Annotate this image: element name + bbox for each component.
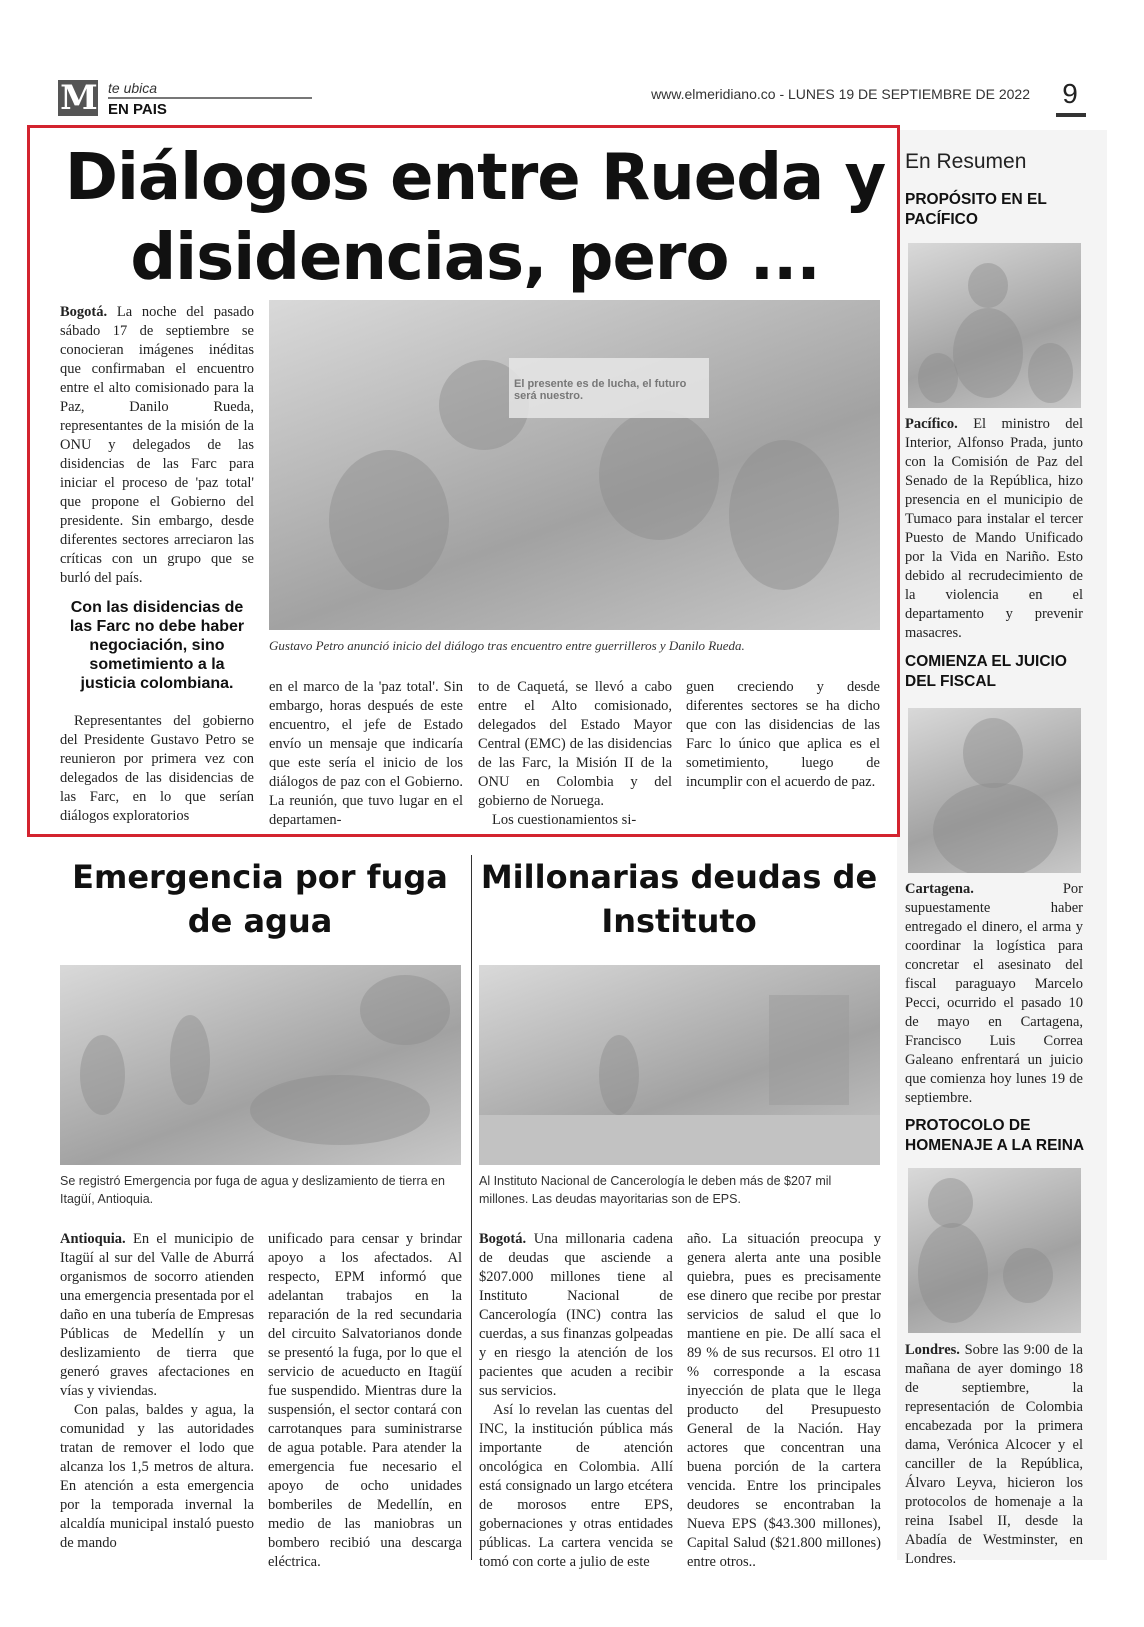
page-number: 9 xyxy=(1062,78,1078,109)
main-headline: Diálogos entre Rueda y disidencias, pero ... xyxy=(64,141,886,295)
sidebar-item-text xyxy=(905,880,1083,1108)
sidebar-item-headline: COMIENZA EL JUICIO DEL FISCAL xyxy=(905,653,1067,690)
brand-tagline: te ubica xyxy=(108,80,158,96)
sidebar-item-headline: PROPÓSITO EN EL PACÍFICO xyxy=(905,191,1047,228)
sidebar-item-photo xyxy=(908,708,1081,873)
sidebar-item-lead: Pacífico. xyxy=(905,416,958,432)
sidebar-item-lead: Londres. xyxy=(905,1342,960,1358)
main-story-column-1 xyxy=(60,303,254,588)
left-photo-caption: Se registró Emergencia por fuga de agua y deslizamiento de tierra en Itagüí, Antioquia. xyxy=(60,1174,445,1206)
right-story-column-1 xyxy=(479,1230,673,1572)
column-divider xyxy=(471,855,472,1560)
page-number-rule xyxy=(1056,113,1086,117)
right-story-paragraph-1 xyxy=(479,1230,673,1401)
left-story-column-1 xyxy=(60,1230,254,1553)
sidebar-item-headline: PROTOCOLO DE HOMENAJE A LA REINA xyxy=(905,1117,1085,1154)
right-story-intro: Una millonaria cadena de deudas que asciende a $207.000 millones tiene al Instituto Nacional de Cancerología (INC) contra las cuerdas, a sus finanzas golpeadas y en riesgo la atención de los pacientes que acuden a recibir sus servicios. xyxy=(479,1231,673,1399)
header-rule xyxy=(108,97,312,99)
right-story-headline: Millonarias deudas de Instituto xyxy=(480,858,878,940)
sidebar-item-text xyxy=(905,1341,1083,1569)
sidebar-item-text xyxy=(905,415,1083,643)
main-story-column-3-text: to de Caquetá, se llevó a cabo entre el Alto comisionado, delegados del Estado Mayor Central (EMC) de las disidencias de las Farc, la Misión II de la ONU en Colombia y del gobierno de Noruega. xyxy=(478,679,672,809)
left-story-paragraph-2: Con palas, baldes y agua, la comunidad y las autoridades tratan de remover el lodo que alcanza los 1,5 metros de altura. En atención a esta emergencia por la temporada invernal la alcaldía municipal instaló puesto de mando xyxy=(60,1402,254,1551)
sidebar-title: En Resumen xyxy=(905,150,1027,173)
right-story-photo xyxy=(479,965,880,1165)
sidebar-item-lead: Cartagena. xyxy=(905,881,974,897)
sidebar-item-body: Sobre las 9:00 de la mañana de ayer domingo 18 de septiembre, la representación de Colombia encabezada por la primera dama, Verónica Alcocer y el canciller de la República, Álvaro Leyva, hicieron los protocolos de homenaje a la reina Isabel II, desde la Abadía de Westminster, en Londres. xyxy=(905,1342,1083,1567)
right-story-paragraph-2: Así lo revelan las cuentas del INC, la institución pública más importante de atención oncológica en Colombia. Allí está consignado un largo etcétera de morosos entre EPS, gobernaciones y otras entidades públicas. La cartera vencida se tomó con corte a julio de este xyxy=(479,1402,673,1570)
right-story-lead: Bogotá. xyxy=(479,1231,527,1247)
section-label: EN PAIS xyxy=(108,101,167,118)
main-photo-caption: Gustavo Petro anunció inicio del diálogo tras encuentro entre guerrilleros y Danilo Rueda. xyxy=(269,638,745,653)
main-story-column-2: en el marco de la 'paz total'. Sin embargo, horas después de este encuentro, el jefe de Estado envío un mensaje que indicaría que este sería el inicio de los diálogos de paz con el Gobierno. La reunión, que tuvo lugar en el departamen- xyxy=(269,679,463,828)
left-story-photo xyxy=(60,965,461,1165)
photo-banner-text: El presente es de lucha, el futuro será nuestro. xyxy=(514,378,687,402)
main-story-photo xyxy=(269,300,880,630)
dateline: www.elmeridiano.co - LUNES 19 DE SEPTIEMBRE DE 2022 xyxy=(651,86,1030,102)
left-story-headline: Emergencia por fuga de agua xyxy=(72,858,448,940)
main-story-column-3 xyxy=(478,678,672,830)
sidebar-item-body: El ministro del Interior, Alfonso Prada, junto con la Comisión de Paz del Senado de la República, hizo presencia en el municipio de Tumaco para instalar el tercer Puesto de Mando Unificado por la Vida en Nariño. Esto debido al recrudecimiento de la violencia en el departamento y prevenir masacres. xyxy=(905,416,1083,641)
sidebar-item-photo xyxy=(908,1168,1081,1333)
pull-quote: Con las disidencias de las Farc no debe haber negociación, sino sometimiento a la justicia colombiana. xyxy=(69,599,245,692)
right-photo-caption: Al Instituto Nacional de Cancerología le deben más de $207 mil millones. Las deudas mayoritarias son de EPS. xyxy=(479,1174,832,1206)
main-story-column-1-continued: Representantes del gobierno del Presidente Gustavo Petro se reunieron por primera vez con delegados de las disidencias de las Farc, en lo que serían diálogos exploratorios xyxy=(60,713,254,824)
newspaper-logo: M xyxy=(58,80,98,116)
left-story-paragraph-1 xyxy=(60,1230,254,1401)
left-story-lead: Antioquia. xyxy=(60,1231,126,1247)
main-story-lead: Bogotá. xyxy=(60,304,108,320)
left-story-column-2: unificado para censar y brindar apoyo a los afectados. Al respecto, EPM informó que adelantan trabajos en la reparación de la red secundaria del circuito Salvatorianos donde se presentó la fuga, por lo que el servicio de acueducto en Itagüí fue suspendido. Mientras dure la suspensión, el sector contará con carrotanques para suministrarse de agua potable. Para atender la emergencia fue necesario el apoyo de ocho unidades bomberiles de Medellín, en medio de las maniobras un bombero recibió una descarga eléctrica. xyxy=(268,1231,462,1570)
main-story-column-4: guen creciendo y desde diferentes sectores se ha dicho que con las disidencias de las Farc lo único que aplica es el sometimiento, luego de incumplir con el acuerdo de paz. xyxy=(686,679,880,790)
left-story-intro: En el municipio de Itagüí al sur del Valle de Aburrá organismos de socorro atienden una emergencia presentada por el daño en una tubería de Empresas Públicas de Medellín y un deslizamiento de tierra que generó graves afectaciones en vías y viviendas. xyxy=(60,1231,254,1399)
main-story-column-3-continued: Los cuestionamientos si- xyxy=(492,812,637,828)
right-story-column-2: año. La situación preocupa y genera alerta ante una posible quiebra, pues es precisamente ese dinero que recibe por prestar servicios de salud el que lo mantiene en pie. De allí saca el 89 % de sus recursos. El otro 11 % corresponde a la escasa inyección de plata que le llega producto del Presupuesto General de la Nación. Hay actores que concentran una buena porción de la cartera vencida. Entre los principales deudores se encontraban la Nueva EPS ($43.300 millones), Capital Salud ($21.800 millones) entre otros.. xyxy=(687,1231,881,1570)
sidebar-item-photo xyxy=(908,243,1081,408)
sidebar-item-body: Por supuestamente haber entregado el dinero, el arma y coordinar la logística para concretar el asesinato del fiscal paraguayo Marcelo Pecci, ocurrido el pasado 10 de mayo en Cartagena, Francisco Luis Correa Galeano enfrentará un juicio que comienza hoy lunes 19 de septiembre. xyxy=(905,881,1083,1106)
main-story-intro: La noche del pasado sábado 17 de septiembre se conocieran imágenes inéditas que confirmaban el encuentro entre el alto comisionado para la Paz, Danilo Rueda, representantes de la misión de la ONU y delegados de las disidencias de las Farc para iniciar el proceso de 'paz total' que propone el Gobierno del presidente. Sin embargo, desde diferentes sectores arreciaron las críticas con un grupo que se burló del país. xyxy=(60,304,254,586)
